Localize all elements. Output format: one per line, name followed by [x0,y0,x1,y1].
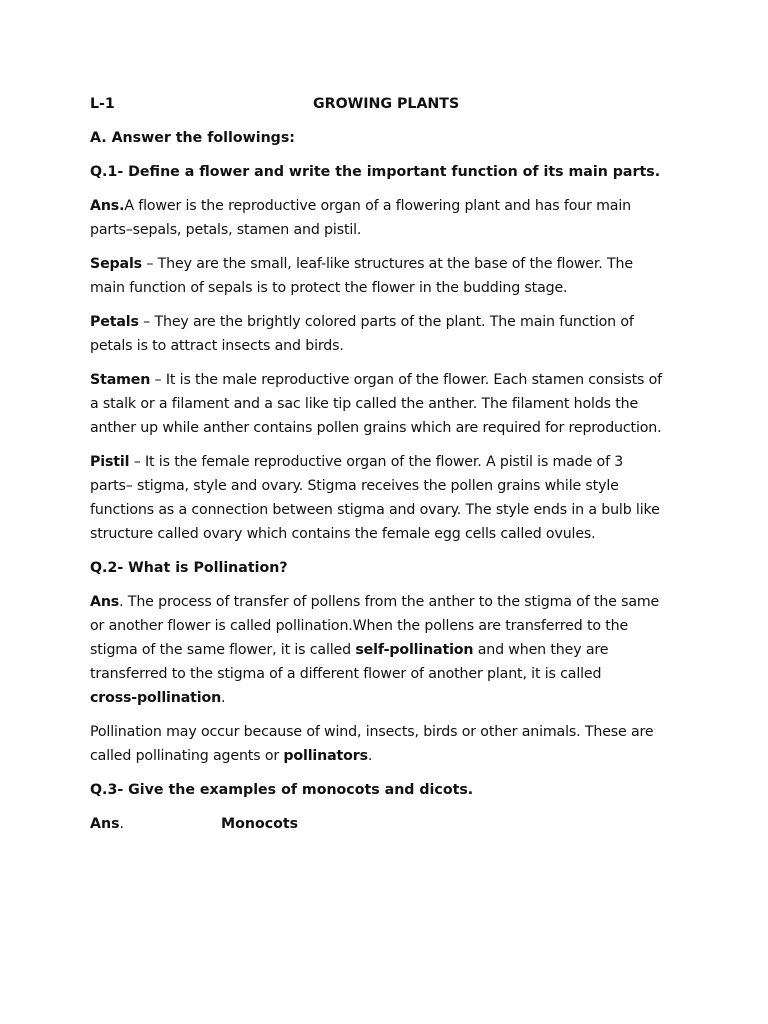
answer-text: . [119,816,125,832]
q1-answer-line-2: parts–sepals, petals, stamen and pistil. [90,222,362,238]
q2-answer-line-1 [90,594,659,610]
pistil-line-1 [90,454,623,470]
petals-line-2: petals is to attract insects and birds. [90,338,344,354]
q3-answer-line [90,816,124,832]
pistil-line-4: structure called ovary which contains the female egg cells called ovules. [90,526,596,542]
pollinators-term: pollinators [283,748,368,764]
petals-line-1 [90,314,634,330]
section-heading: A. Answer the followings: [90,130,295,146]
stamen-line-2: a stalk or a filament and a sac like tip called the anther. The filament holds the [90,396,639,412]
q2-answer-line-4: transferred to the stigma of a different flower of another plant, it is called [90,666,602,682]
pistil-line-3: functions as a connection between stigma and ovary. The style ends in a bulb like [90,502,660,518]
answer-label: Ans [90,816,120,832]
stamen-line-3: anther up while anther contains pollen grains which are required for reproduction. [90,420,662,436]
sepals-text: – They are the small, leaf-like structures at the base of the flower. The [141,256,633,272]
question-1: Q.1- Define a flower and write the important function of its main parts. [90,164,661,180]
paragraph-text: . [367,748,373,764]
cross-pollination-term: cross-pollination [90,690,222,706]
answer-text: . [221,690,226,706]
pistil-text: – It is the female reproductive organ of the flower. A pistil is made of 3 [129,454,624,470]
answer-label: Ans [90,594,120,610]
q2-answer-line-3 [90,642,608,658]
lesson-number: L-1 [90,96,115,112]
paragraph-text: called pollinating agents or [90,748,284,764]
stamen-text: – It is the male reproductive organ of the flower. Each stamen consists of [150,372,662,388]
pistil-label: Pistil [90,454,130,470]
q2-answer-line-5 [90,690,225,706]
petals-label: Petals [90,314,139,330]
pollinators-line-1: Pollination may occur because of wind, insects, birds or other animals. These are [90,724,654,740]
stamen-line-1 [90,372,662,388]
question-2: Q.2- What is Pollination? [90,560,288,576]
sepals-line-2: main function of sepals is to protect the flower in the budding stage. [90,280,568,296]
answer-text: and when they are [473,642,609,658]
petals-text: – They are the brightly colored parts of the plant. The main function of [138,314,634,330]
q1-answer-line-1 [90,198,631,214]
pollinators-line-2 [90,748,372,764]
answer-text: . The process of transfer of pollens from the anther to the stigma of the same [119,594,660,610]
pistil-line-2: parts– stigma, style and ovary. Stigma receives the pollen grains while style [90,478,619,494]
stamen-label: Stamen [90,372,151,388]
answer-text: A flower is the reproductive organ of a flowering plant and has four main [124,198,631,214]
monocots-heading: Monocots [221,816,299,832]
question-3: Q.3- Give the examples of monocots and dicots. [90,782,474,798]
sepals-line-1 [90,256,633,272]
lesson-title: GROWING PLANTS [313,96,460,112]
answer-label: Ans. [90,198,125,214]
answer-text: stigma of the same flower, it is called [90,642,356,658]
q2-answer-line-2: or another flower is called pollination.When the pollens are transferred to the [90,618,629,634]
sepals-label: Sepals [90,256,142,272]
self-pollination-term: self-pollination [355,642,474,658]
